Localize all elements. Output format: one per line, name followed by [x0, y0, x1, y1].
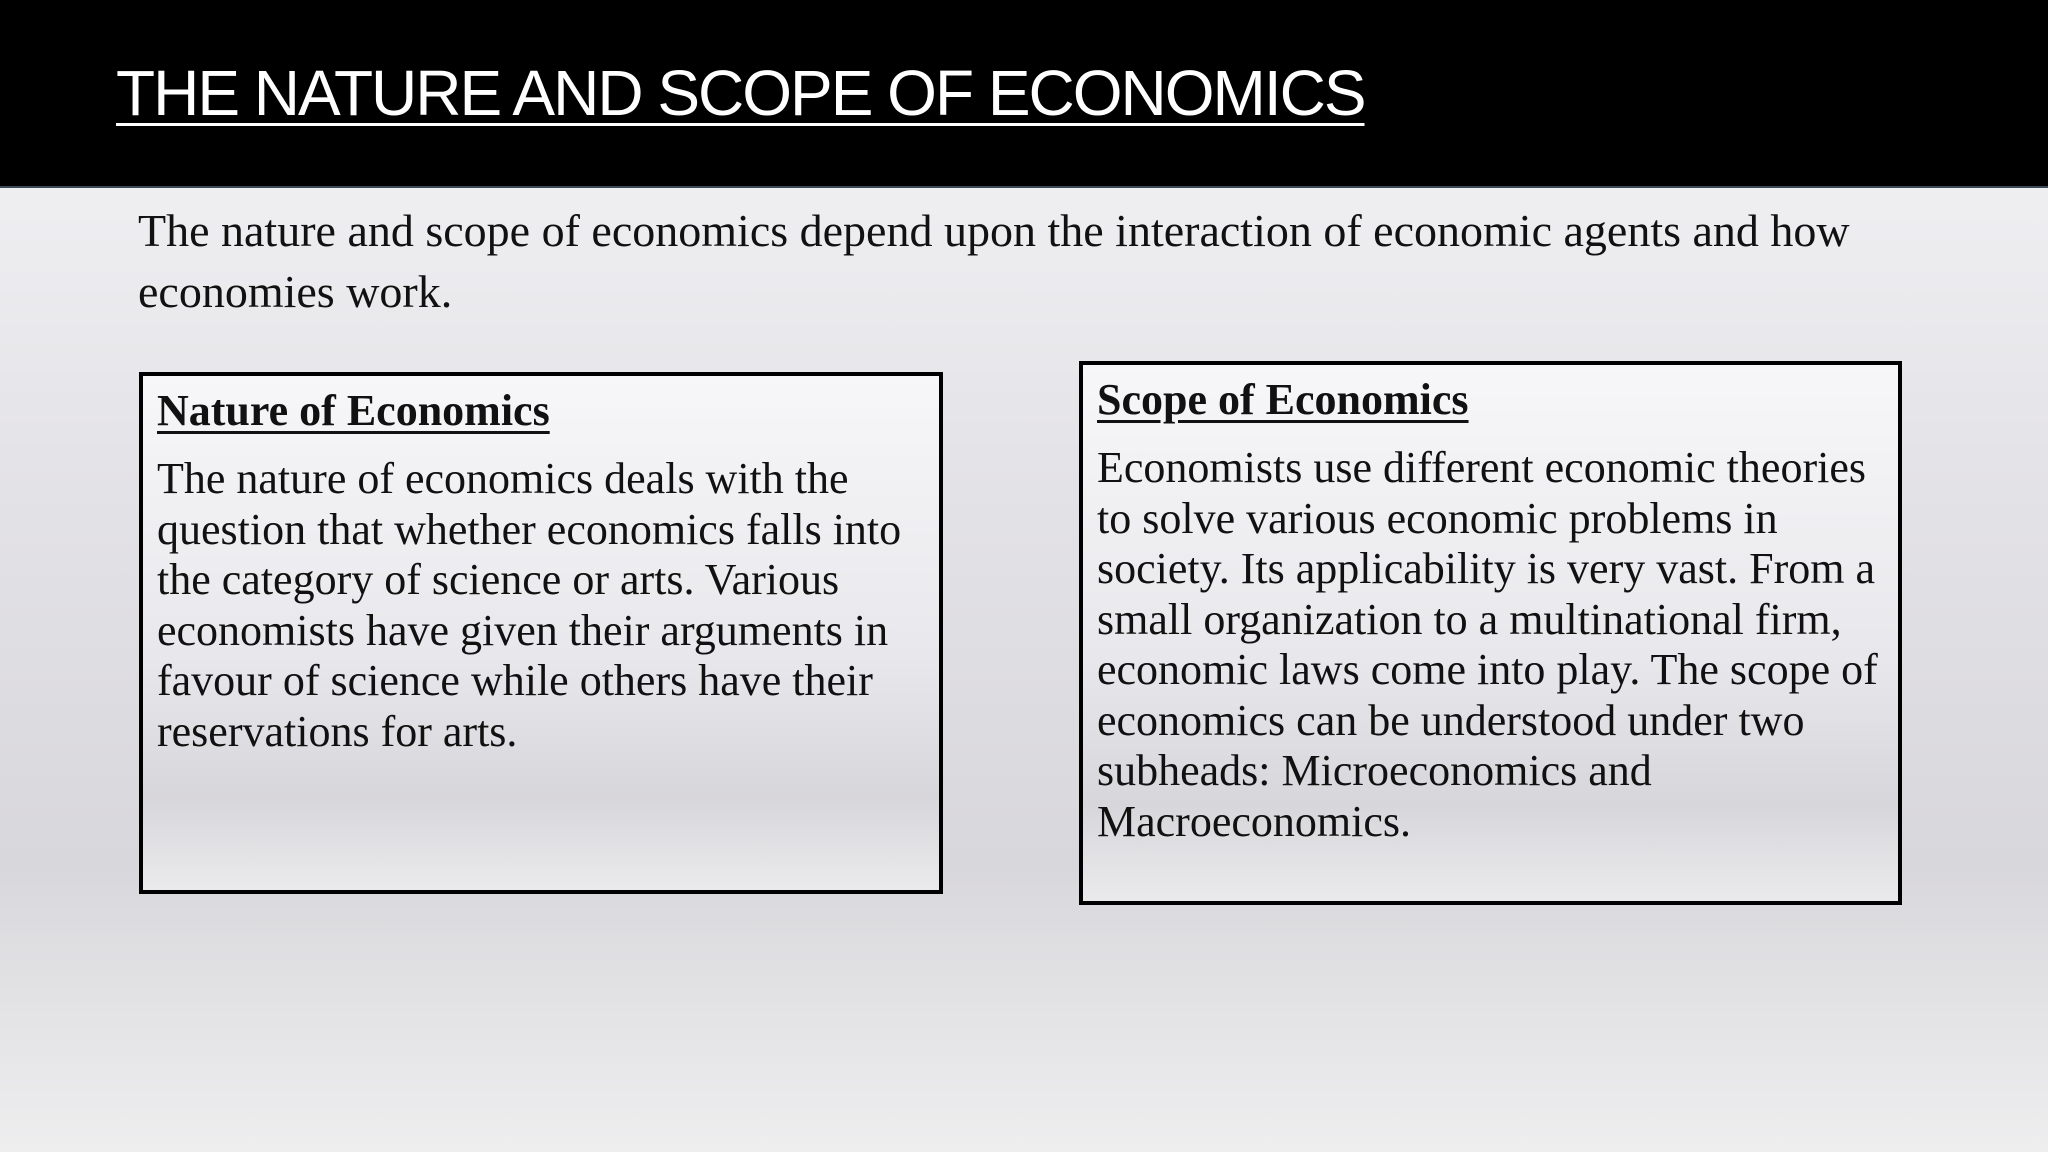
intro-paragraph: The nature and scope of economics depend upon the interaction of economic agents and how economies work. [138, 205, 1850, 317]
nature-body: The nature of economics deals with the question that whether economics falls into the category of science or arts. Various economists have given their arguments in favour of science while others have their reservations for arts. [157, 454, 902, 756]
slide-title: THE NATURE AND SCOPE OF ECONOMICS [116, 57, 1365, 129]
nature-heading: Nature of Economics [157, 386, 550, 435]
scope-of-economics-box [1079, 361, 1902, 905]
nature-of-economics-box [139, 372, 943, 894]
title-bar [0, 0, 2048, 188]
scope-body: Economists use different economic theories to solve various economic problems in society. Its applicability is very vast. From a small organization to a multinational firm, economic laws come into play. The scope of economics can be understood under two subheads: Microeconomics and Macroeconomics. [1097, 443, 1878, 846]
scope-heading: Scope of Economics [1097, 375, 1469, 424]
